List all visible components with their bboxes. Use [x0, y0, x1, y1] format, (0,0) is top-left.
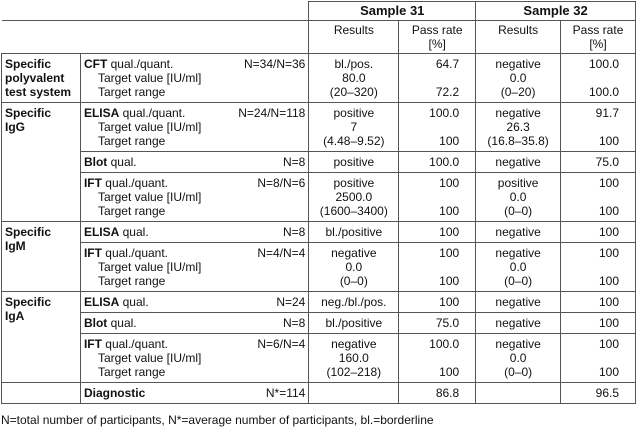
sample-31-pass-rate: 100 100 [399, 243, 476, 292]
sample-31-pass-rate: 100.0 100 [399, 103, 476, 152]
category-iga: Specific IgA [2, 292, 81, 383]
table-row-igm-ift [2, 243, 636, 292]
table-row-iga-elisa [2, 292, 636, 313]
header-row-columns [2, 21, 636, 54]
sample-32-pass-rate: 100 [561, 313, 636, 334]
participant-count: N*=114 [265, 386, 306, 400]
method-name: Blot [83, 316, 108, 330]
sample-32-header: Sample 32 [476, 2, 636, 21]
method-name: ELISA [83, 295, 120, 309]
footnote: N=total number of participants, N*=average number of participants, bl.=borderline [1, 413, 434, 427]
participant-count: N=4/N=4 [257, 246, 306, 260]
category-blank [2, 383, 81, 404]
sample-31-pass-rate: 86.8 [399, 383, 476, 404]
sample-32-result: negative [476, 292, 561, 313]
participant-count: N=8 [283, 155, 306, 169]
sample-31-result: bl./positive [309, 222, 399, 243]
sample-31-result: bl./positive [309, 313, 399, 334]
results-header: Results [309, 21, 399, 54]
method-name: IFT [83, 337, 102, 351]
sample-32-result: negative 0.0 (0–0) [476, 334, 561, 383]
header-blank [2, 21, 309, 54]
sample-32-pass-rate: 75.0 [561, 152, 636, 173]
participant-count: N=6/N=4 [257, 337, 306, 351]
test-igg-elisa: ELISA qual./quant. Target value [IU/ml] Target range N=24/N=118 [80, 103, 308, 152]
sample-31-result: positive 2500.0 (1600–3400) [309, 173, 399, 222]
diagnostic-label: Diagnostic [83, 386, 146, 400]
sample-32-result: negative [476, 152, 561, 173]
test-iga-blot: Blot qual. N=8 [80, 313, 308, 334]
participant-count: N=34/N=36 [243, 57, 306, 71]
method-name: IFT [83, 176, 102, 190]
sample-32-result: positive 0.0 (0–0) [476, 173, 561, 222]
table-row-iga-blot [2, 313, 636, 334]
sample-32-result: negative [476, 313, 561, 334]
pass-rate-header: Pass rate [%] [399, 21, 476, 54]
sample-31-pass-rate: 75.0 [399, 313, 476, 334]
sample-31-result: positive 7 (4.48–9.52) [309, 103, 399, 152]
method-name: ELISA [83, 225, 120, 239]
sample-32-result: negative [476, 222, 561, 243]
sample-32-pass-rate: 100 100 [561, 334, 636, 383]
test-igg-blot: Blot qual. N=8 [80, 152, 308, 173]
table-row-igg-blot [2, 152, 636, 173]
method-name: Blot [83, 155, 108, 169]
sample-31-result: negative 0.0 (0–0) [309, 243, 399, 292]
sample-31-result [309, 383, 399, 404]
sample-32-result [476, 383, 561, 404]
participant-count: N=8/N=6 [257, 176, 306, 190]
sample-32-result: negative 26.3 (16.8–35.8) [476, 103, 561, 152]
sample-31-pass-rate: 64.7 72.2 [399, 54, 476, 103]
sample-32-result: negative 0.0 (0–20) [476, 54, 561, 103]
method-name: IFT [83, 246, 102, 260]
test-igg-ift: IFT qual./quant. Target value [IU/ml] Target range N=8/N=6 [80, 173, 308, 222]
sample-32-pass-rate: 100 100 [561, 243, 636, 292]
test-diagnostic [80, 383, 308, 404]
sample-31-pass-rate: 100.0 [399, 152, 476, 173]
sample-31-header: Sample 31 [309, 2, 476, 21]
sample-31-result: bl./pos. 80.0 (20–320) [309, 54, 399, 103]
table-row-cft [2, 54, 636, 103]
sample-31-pass-rate: 100 100 [399, 173, 476, 222]
method-name: CFT [83, 57, 108, 71]
participant-count: N=24 [276, 295, 306, 309]
sample-32-pass-rate: 91.7 100 [561, 103, 636, 152]
participant-count: N=8 [283, 316, 306, 330]
sample-32-result: negative 0.0 (0–0) [476, 243, 561, 292]
test-cft: CFT qual./quant. Target value [IU/ml] Target range N=34/N=36 [80, 54, 308, 103]
header-row-samples [2, 2, 636, 21]
sample-32-pass-rate: 100.0 100.0 [561, 54, 636, 103]
category-igm: Specific IgM [2, 222, 81, 292]
sample-31-pass-rate: 100 [399, 292, 476, 313]
sample-31-result: neg./bl./pos. [309, 292, 399, 313]
sample-32-pass-rate: 100 [561, 292, 636, 313]
results-header: Results [476, 21, 561, 54]
sample-31-result: positive [309, 152, 399, 173]
test-iga-ift: IFT qual./quant. Target value [IU/ml] Target range N=6/N=4 [80, 334, 308, 383]
pass-rate-header: Pass rate [%] [561, 21, 636, 54]
sample-31-result: negative 160.0 (102–218) [309, 334, 399, 383]
test-igm-elisa: ELISA qual. N=8 [80, 222, 308, 243]
category-polyvalent: Specific polyvalent test system [2, 54, 81, 103]
header-blank [2, 2, 309, 21]
sample-32-pass-rate: 100 [561, 222, 636, 243]
table-row-igg-ift [2, 173, 636, 222]
results-table [1, 1, 636, 404]
participant-count: N=24/N=118 [238, 106, 306, 120]
sample-32-pass-rate: 96.5 [561, 383, 636, 404]
table-row-diagnostic [2, 383, 636, 404]
table-row-igg-elisa [2, 103, 636, 152]
test-igm-ift: IFT qual./quant. Target value [IU/ml] Target range N=4/N=4 [80, 243, 308, 292]
table-row-iga-ift [2, 334, 636, 383]
category-igg: Specific IgG [2, 103, 81, 222]
method-name: ELISA [83, 106, 120, 120]
table-row-igm-elisa [2, 222, 636, 243]
test-iga-elisa: ELISA qual. N=24 [80, 292, 308, 313]
participant-count: N=8 [283, 225, 306, 239]
sample-32-pass-rate: 100 100 [561, 173, 636, 222]
sample-31-pass-rate: 100 [399, 222, 476, 243]
sample-31-pass-rate: 100.0 100 [399, 334, 476, 383]
